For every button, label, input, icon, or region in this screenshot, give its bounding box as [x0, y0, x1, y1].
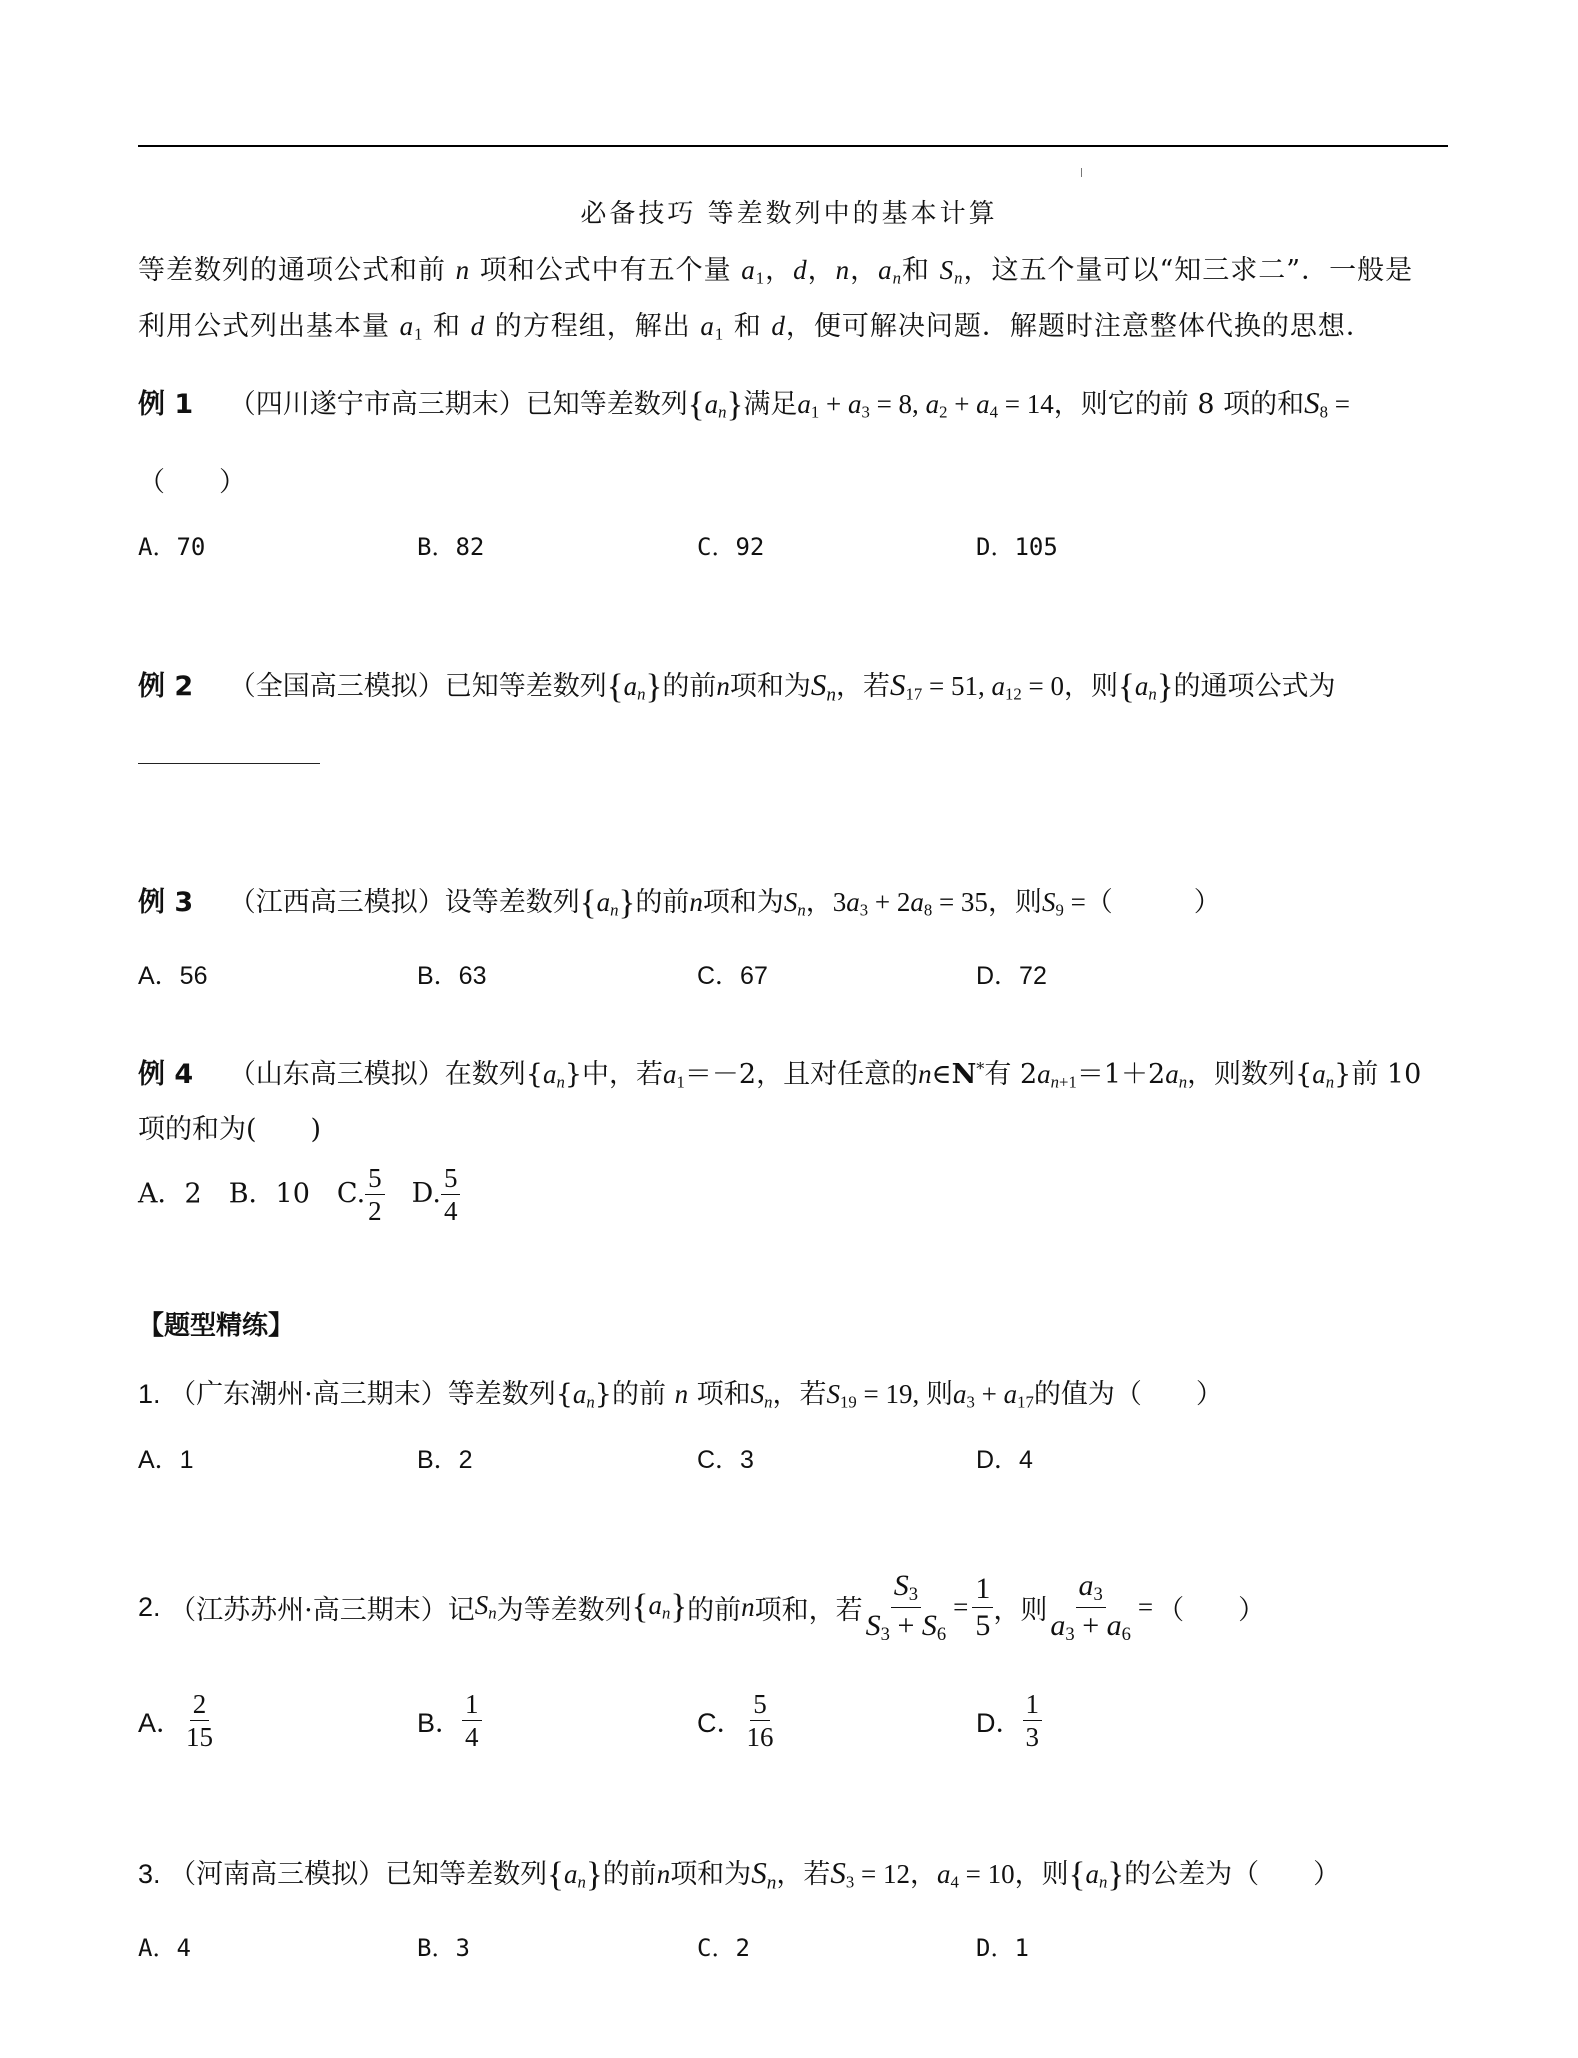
ex1-option-b: B．82 [417, 533, 485, 561]
ex1-option-a: A．70 [138, 533, 206, 561]
ex1-option-c: C．92 [697, 533, 765, 561]
example-1-label: 例 1 [138, 389, 194, 420]
page-title: 必备技巧 等差数列中的基本计算 [580, 199, 998, 229]
example-1-paren: （ ） [138, 467, 246, 498]
example-2-label: 例 2 [138, 671, 194, 702]
example-2-stem: 例 2 （全国高三模拟）已知等差数列{an}的前n项和为Sn，若$S_{17} = 51$, $a_{12} = 0$，则{an}的通项公式为 [138, 666, 1336, 706]
q3-option-b: B．3 [417, 1934, 470, 1962]
stray-mark [1081, 168, 1082, 177]
ex3-option-d: D．72 [976, 962, 1047, 990]
ex4-option-d: D. $\frac{5}{4}$ [412, 1178, 461, 1209]
question-3-label: 3. [138, 1859, 161, 1889]
q1-option-b: B．2 [417, 1446, 473, 1474]
q3-option-d: D．1 [976, 1934, 1029, 1962]
example-4-stem: 例 4 （山东高三模拟）在数列{an}中，若$a_1=-2$，且对任意的n∈N*有 $2an_{+1}=1+2an$，则数列{an}前 10 [138, 1059, 1422, 1092]
q2-option-c: C． $\frac{5}{16}$ [697, 1689, 774, 1753]
question-3-stem: 3. （河南高三模拟）已知等差数列{an}的前n项和为Sn，若$S_3 = 12$，$a_4 = 10$，则{an}的公差为（ ） [138, 1854, 1341, 1894]
header-rule [138, 145, 1448, 147]
q2-option-b: B． $\frac{1}{4}$ [417, 1690, 482, 1752]
example-3-stem: 例 3 （江西高三模拟）设等差数列{an}的前n项和为Sn，$3a_3 + 2a_8 = 35$，则$S_9$ =（ ） [138, 882, 1221, 922]
example-4-options [138, 1164, 460, 1226]
ex4-option-a: A．2 [138, 1178, 202, 1210]
question-1-stem: 1. （广东潮州·高三期末）等差数列{an}的前 n 项和Sn，若$S_{19} = 19$, 则$a_3 + a_{17}$的值为（ ） [138, 1379, 1223, 1412]
q2-option-d: D． $\frac{1}{3}$ [976, 1690, 1042, 1752]
answer-blank [138, 763, 320, 764]
example-4-label: 例 4 [138, 1059, 194, 1090]
ex4-option-c: C. $\frac{5}{2}$ [337, 1178, 385, 1209]
example-3-label: 例 3 [138, 887, 194, 918]
example-4-line-2: 项的和为( ) [138, 1114, 322, 1145]
q3-option-a: A．4 [138, 1934, 191, 1962]
question-1-label: 1. [138, 1379, 161, 1409]
example-1-stem: 例 1 （四川遂宁市高三期末）已知等差数列{an}满足$a_1 + a_3 = 8$, $a_2 + a_4 = 14$，则它的前 8 项的和$S_8$ = [138, 384, 1351, 424]
q3-option-c: C．2 [697, 1934, 750, 1962]
intro-line-1: 等差数列的通项公式和前 n 项和公式中有五个量 $a_1$，d，n，an和 Sn，这五个量可以“知三求二”．一般是 [138, 255, 1414, 288]
ex1-option-d: D．105 [976, 533, 1058, 561]
q2-option-a: A． $\frac{2}{15}$ [138, 1689, 214, 1753]
practice-header: 【题型精练】 [138, 1311, 295, 1341]
ex3-option-a: A．56 [138, 962, 208, 990]
question-2-label: 2. [138, 1591, 161, 1622]
q1-option-a: A．1 [138, 1446, 194, 1474]
intro-line-2: 利用公式列出基本量 $a_1$ 和 d 的方程组，解出 $a_1$ 和 d，便可解决问题．解题时注意整体代换的思想． [138, 311, 1374, 344]
q1-option-d: D．4 [976, 1446, 1033, 1474]
ex4-option-b: B．10 [228, 1178, 310, 1210]
question-2-stem: 2. （江苏苏州·高三期末）记 Sn 为等差数列 { an } 的前 n 项和，若 $\frac{S_3}{S_3 + S_6}$ = $\frac{1}{5}$ ，则 $\frac{a_3}{a_3 + a_6}$ = （ ） [138, 1569, 1266, 1645]
q1-option-c: C．3 [697, 1446, 754, 1474]
ex3-option-c: C．67 [697, 962, 768, 990]
ex3-option-b: B．63 [417, 962, 487, 990]
